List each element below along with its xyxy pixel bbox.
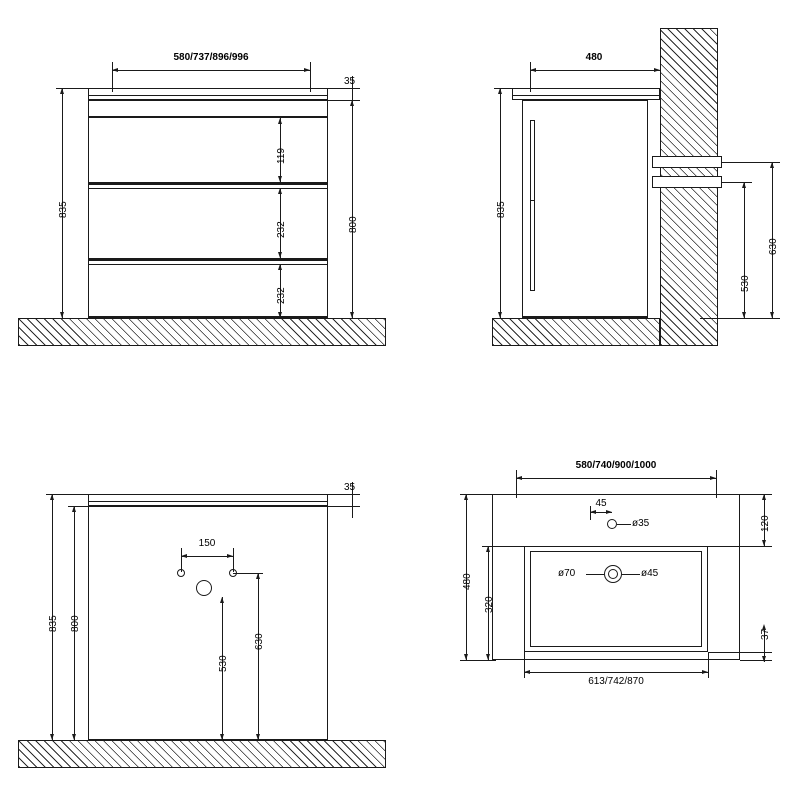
- dim-530-side-line: [744, 182, 745, 318]
- dim-45-arrow-right: [606, 510, 612, 514]
- dim-width-ext-left: [112, 62, 113, 92]
- dim-320-arrow-down: [486, 654, 490, 660]
- dim-232-mid-arrow-up: [278, 188, 282, 194]
- cabinet-back-mid: [530, 200, 535, 201]
- cabinet-body-front: [88, 100, 328, 318]
- cabinet-body-side: [522, 100, 648, 318]
- dim-232-bot-arrow-down: [278, 312, 282, 318]
- dim-150-ext-left: [181, 548, 182, 572]
- dim-plan-480-ext-top: [460, 494, 496, 495]
- plinth-line-side: [522, 316, 648, 317]
- dim-530-side-arrow-down: [742, 312, 746, 318]
- worktop-rear: [88, 494, 328, 506]
- dim-800-rear-ext-top: [68, 506, 90, 507]
- dim-plan-480-ext-bot: [460, 660, 496, 661]
- dim-835-rear-ext-bot: [46, 740, 90, 741]
- floor-hatch-front: [18, 318, 386, 346]
- tap-hole-plan: [607, 519, 617, 529]
- dim-320-label: 320: [484, 596, 495, 613]
- dim-320-ext-top: [482, 546, 526, 547]
- dim-plan-width-ext-right: [716, 470, 717, 498]
- dim-800-line: [352, 100, 353, 318]
- plinth-line-front: [88, 316, 328, 317]
- dim-630-rear-ext: [233, 573, 263, 574]
- dim-630-rear-label: 630: [254, 633, 265, 650]
- dim-835-ext-top: [56, 88, 90, 89]
- dim-630-rear-line: [258, 573, 259, 740]
- dim-530-side-label: 530: [740, 275, 751, 292]
- dim-232-mid-label: 232: [276, 221, 287, 238]
- dim-480-ext-right: [660, 34, 661, 92]
- dim-37-ext-top: [708, 652, 772, 653]
- waste-outer-leader: [586, 574, 604, 575]
- dim-480-label: 480: [585, 52, 603, 63]
- drawer-divider-3: [88, 188, 328, 189]
- floor-hatch-rear: [18, 740, 386, 768]
- dim-119-label: 119: [276, 148, 287, 164]
- drawer-divider-4: [88, 258, 328, 261]
- dim-530-side-ext-top: [722, 182, 752, 183]
- dim-835-rear-ext-top: [46, 494, 90, 495]
- drawer-divider-5: [88, 264, 328, 265]
- dim-150-line: [181, 556, 233, 557]
- drawer-divider-1: [88, 116, 328, 118]
- dim-150-ext-right: [233, 548, 234, 572]
- dim-530-rear-arrow-down: [220, 734, 224, 740]
- dim-plan-480-label: 480: [462, 573, 473, 590]
- worktop-side-inner: [512, 95, 660, 96]
- dim-45-label: 45: [595, 498, 607, 509]
- dim-232-bot-label: 232: [276, 287, 287, 304]
- dim-530-rear-label: 530: [218, 655, 229, 672]
- dim-width-line: [112, 70, 310, 71]
- worktop-side: [512, 88, 660, 100]
- worktop-edge-line: [88, 95, 328, 96]
- cabinet-back-bot: [530, 290, 535, 291]
- dim-width-label: 580/737/896/996: [173, 52, 249, 63]
- wall-bracket-lower: [652, 176, 722, 188]
- dim-119-arrow-up: [278, 118, 282, 124]
- dim-835-side-ext-bot: [494, 318, 524, 319]
- dim-120-ext-bot: [708, 546, 772, 547]
- dim-width-ext-right: [310, 62, 311, 92]
- dim-232-bot-arrow-up: [278, 264, 282, 270]
- dim-835-rear-label: 835: [48, 615, 59, 632]
- dim-119-arrow-down: [278, 176, 282, 182]
- dim-plan-inner-label: 613/742/870: [588, 676, 644, 687]
- dim-37-label: 37: [760, 628, 771, 640]
- waste-inner-leader: [622, 574, 640, 575]
- cabinet-back-panel: [530, 120, 531, 290]
- dim-630-side-label: 630: [768, 238, 779, 255]
- dim-150-label: 150: [198, 538, 216, 549]
- wall-bracket-upper: [652, 156, 722, 168]
- dim-800-rear-arrow-down: [72, 734, 76, 740]
- waste-outlet-rear: [196, 580, 212, 596]
- dim-835-ext-bot: [56, 318, 90, 319]
- cabinet-back-top: [530, 120, 535, 121]
- dim-120-label: 120: [760, 515, 771, 532]
- floor-hatch-side: [492, 318, 660, 346]
- dim-800-ext-bot: [328, 318, 360, 319]
- dim-800-rear-label: 800: [70, 615, 81, 632]
- dim-35-ext-bot: [328, 100, 360, 101]
- dim-45-ext: [590, 506, 591, 520]
- dim-530-rear-arrow-up: [220, 597, 224, 603]
- waste-inner-label: ø45: [641, 568, 659, 579]
- dim-35-rear-label: 35: [344, 482, 356, 493]
- waste-outer-label: ø70: [558, 568, 576, 579]
- dim-835-label: 835: [58, 201, 69, 218]
- dim-800-arrow-up: [350, 100, 354, 106]
- tap-dia-label: ø35: [632, 518, 650, 529]
- dim-232-mid-arrow-down: [278, 252, 282, 258]
- dim-plan-width-line: [516, 478, 716, 479]
- dim-plan-inner-ext-right: [708, 652, 709, 678]
- dim-480-line: [530, 70, 660, 71]
- dim-37-arrow-down: [762, 656, 766, 662]
- dim-480-ext-left: [530, 62, 531, 92]
- dim-630-rear-arrow-down: [256, 734, 260, 740]
- dim-35-label: 35: [344, 76, 356, 87]
- dim-835-side-ext-top: [494, 88, 524, 89]
- drawer-divider-2: [88, 182, 328, 185]
- dim-35-rear-ext-top: [328, 494, 360, 495]
- dim-35-ext-top: [328, 88, 360, 89]
- dim-120-ext-top: [740, 494, 772, 495]
- waste-inner-plan: [608, 569, 618, 579]
- tap-dia-leader: [617, 524, 631, 525]
- dim-plan-inner-ext-left: [524, 652, 525, 678]
- dim-630-side-ext-bot: [700, 318, 780, 319]
- dim-800-label: 800: [348, 216, 359, 233]
- dim-plan-width-label: 580/740/900/1000: [575, 460, 657, 471]
- dim-835-side-label: 835: [496, 201, 507, 218]
- dim-plan-width-ext-left: [516, 470, 517, 498]
- dim-35-rear-ext-bot: [328, 506, 360, 507]
- worktop-rear-inner: [88, 501, 328, 502]
- worktop-front: [88, 88, 328, 100]
- dim-630-side-ext-top: [722, 162, 780, 163]
- dim-plan-inner-line: [524, 672, 708, 673]
- cabinet-back-panel-2: [534, 120, 535, 290]
- dim-37-ext-bot: [740, 660, 772, 661]
